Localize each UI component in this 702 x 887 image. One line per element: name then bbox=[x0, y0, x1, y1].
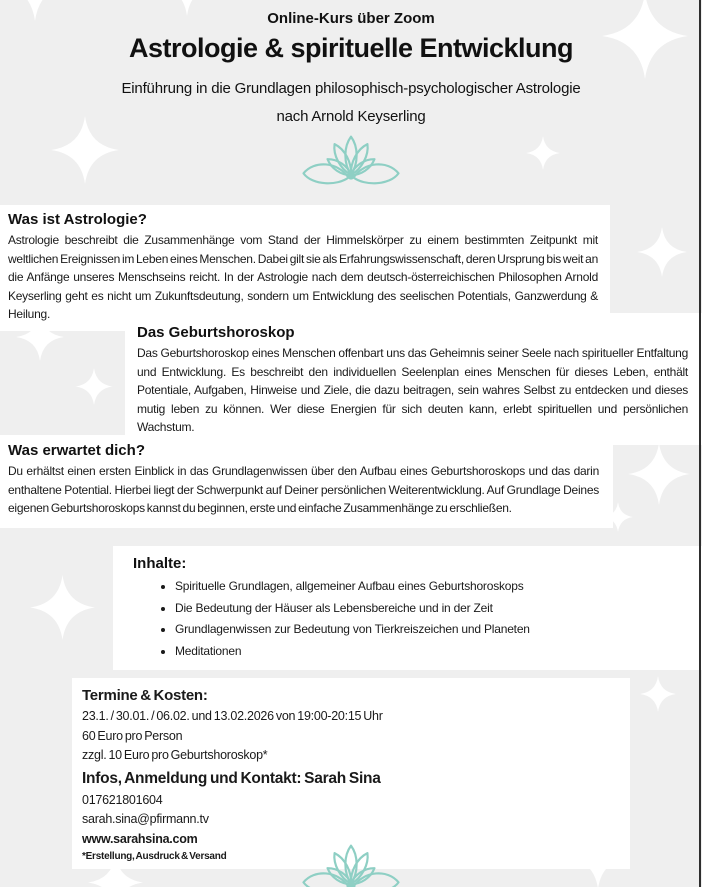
contact-phone: 017621801604 bbox=[82, 792, 163, 807]
course-price: 60 Euro pro Person bbox=[82, 728, 183, 743]
sparkle-icon bbox=[30, 575, 95, 640]
footnote: *Erstellung, Ausdruck & Versand bbox=[82, 850, 227, 862]
list-item: • Die Bedeutung der Häuser als Lebensbereiche und in der Zeit bbox=[175, 598, 688, 620]
section-was-ist-astrologie bbox=[0, 205, 610, 331]
lotus-icon bbox=[301, 131, 401, 199]
termine-heading: Termine & Kosten: bbox=[82, 687, 208, 704]
page-subtitle-line1: Einführung in die Grundlagen philosophisch-psychologischer Astrologie bbox=[121, 80, 581, 97]
lotus-icon bbox=[301, 840, 401, 887]
sparkle-icon bbox=[628, 442, 690, 506]
page-title: Astrologie & spirituelle Entwicklung bbox=[128, 33, 574, 63]
list-item: • Meditationen bbox=[175, 641, 688, 663]
sparkle-icon bbox=[634, 227, 690, 277]
sparkle-icon bbox=[526, 136, 560, 170]
section-body: Das Geburtshoroskop eines Menschen offenbart uns das Geheimnis seiner Seele nach spiritueller Entfaltung und Entwicklung. Es beschreibt den individuellen Seelenplan eines Menschen für dieses Leben, enthält Potentiale, Aufgaben, Hinweise und Ziele, die dazu beitragen, sein wahres Selbst zu entdecken und dieses mutig leben zu können. Wer diese Energien für sich deuten kann, erlebt spirituellen und persönlichen Wachstum. bbox=[137, 346, 688, 434]
inhalte-list bbox=[133, 576, 688, 662]
section-inhalte bbox=[113, 546, 702, 670]
sparkle-icon bbox=[640, 674, 676, 714]
sparkle-icon bbox=[49, 116, 121, 184]
contact-website: www.sarahsina.com bbox=[82, 831, 198, 846]
section-geburtshoroskop bbox=[125, 313, 702, 445]
course-dates: 23.1. / 30.01. / 06.02. und 13.02.2026 von 19:00-20:15 Uhr bbox=[82, 709, 383, 723]
page-subtitle-line2: nach Arnold Keyserling bbox=[276, 108, 426, 125]
section-heading: Inhalte: bbox=[133, 555, 187, 572]
section-heading: Das Geburtshoroskop bbox=[137, 324, 295, 341]
page-edge-line bbox=[699, 0, 701, 887]
course-price-extra: zzgl. 10 Euro pro Geburtshoroskop* bbox=[82, 748, 268, 762]
list-item: • Grundlagenwissen zur Bedeutung von Tierkreiszeichen und Planeten bbox=[175, 619, 688, 641]
section-heading: Was erwartet dich? bbox=[8, 442, 145, 459]
section-body: Astrologie beschreibt die Zusammenhänge vom Stand der Himmelskörper zu einem bestimmten Zeitpunkt mit weltlichen Ereignissen im Leben eines Menschen. Dabei gilt sie als Erfahrungswissenschaft, deren Ursprung bis weit an die Anfänge unseres Menschseins reicht. In der Astrologie nach dem deutsch-österreichischen Philosophen Arnold Keyserling geht es nicht um Zukunftsdeutung, sondern um Entwicklung des seelischen Potentials, Ganzwerdung & Heilung. bbox=[8, 233, 598, 321]
course-kicker: Online-Kurs über Zoom bbox=[267, 10, 435, 27]
sparkle-icon bbox=[75, 368, 113, 405]
contact-email: sarah.sina@pfirmann.tv bbox=[82, 812, 209, 826]
section-body: Du erhältst einen ersten Einblick in das Grundlagenwissen über den Aufbau eines Geburtshoroskops und das darin enthaltene Potential. Hierbei liegt der Schwerpunkt auf Deiner persönlichen Weiterentwicklung. Auf Grundlage Deines eigenen Geburtshoroskops kannst du beginnen, erste und einfache Zusammenhänge zu erschließen. bbox=[8, 464, 599, 515]
list-item: • Spirituelle Grundlagen, allgemeiner Aufbau eines Geburtshoroskops bbox=[175, 576, 688, 598]
section-was-erwartet-dich bbox=[0, 435, 613, 528]
contact-heading: Infos, Anmeldung und Kontakt: Sarah Sina bbox=[82, 769, 381, 787]
section-heading: Was ist Astrologie? bbox=[8, 211, 147, 228]
